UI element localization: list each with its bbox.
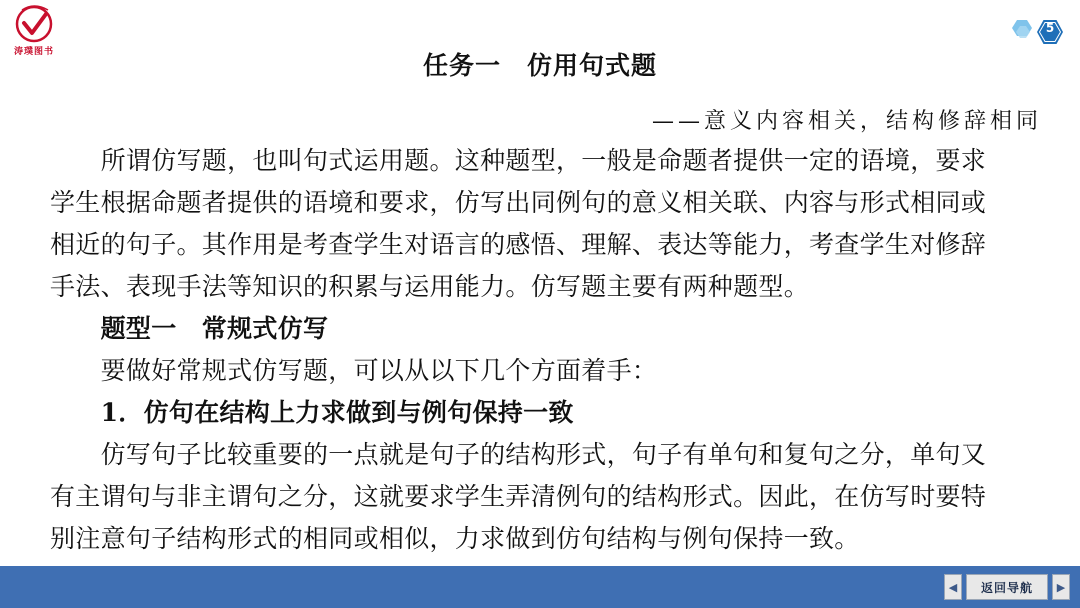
body-line: 所谓仿写题，也叫句式运用题。这种题型，一般是命题者提供一定的语境，要求 bbox=[50, 146, 987, 175]
page-subtitle: ——意义内容相关，结构修辞相同 bbox=[651, 109, 1042, 134]
page-number: 5 bbox=[1045, 21, 1055, 35]
body-line: 有主谓句与非主谓句之分，这就要求学生弄清例句的结构形式。因此，在仿写时要特 bbox=[50, 482, 987, 511]
body-content bbox=[50, 140, 1048, 560]
body-line: 学生根据命题者提供的语境和要求，仿写出同例句的意义相关联、内容与形式相同或 bbox=[50, 188, 987, 217]
body-line: 仿写句子比较重要的一点就是句子的结构形式，句子有单句和复句之分，单句又 bbox=[50, 440, 987, 469]
subsection-heading: 1．仿句在结构上力求做到与例句保持一致 bbox=[50, 398, 574, 427]
body-line: 要做好常规式仿写题，可以从以下几个方面着手： bbox=[50, 356, 658, 385]
body-line: 手法、表现手法等知识的积累与运用能力。仿写题主要有两种题型。 bbox=[50, 272, 810, 301]
logo-caption: 涛璞图书 bbox=[13, 47, 54, 57]
body-line: 相近的句子。其作用是考查学生对语言的感悟、理解、表达等能力，考查学生对修辞 bbox=[50, 230, 987, 259]
logo-emblem-icon bbox=[6, 4, 62, 48]
body-line: 别注意句子结构形式的相同或相似，力求做到仿句结构与例句保持一致。 bbox=[50, 524, 860, 553]
navigation-controls bbox=[944, 574, 1070, 600]
footer-bar bbox=[0, 566, 1080, 608]
next-page-button[interactable]: ▶ bbox=[1052, 574, 1070, 600]
previous-page-button[interactable]: ◀ bbox=[944, 574, 962, 600]
page-title: 任务一 仿用句式题 bbox=[422, 51, 657, 80]
section-heading: 题型一 常规式仿写 bbox=[50, 314, 329, 343]
back-to-navigation-button[interactable]: 返回导航 bbox=[966, 574, 1048, 600]
